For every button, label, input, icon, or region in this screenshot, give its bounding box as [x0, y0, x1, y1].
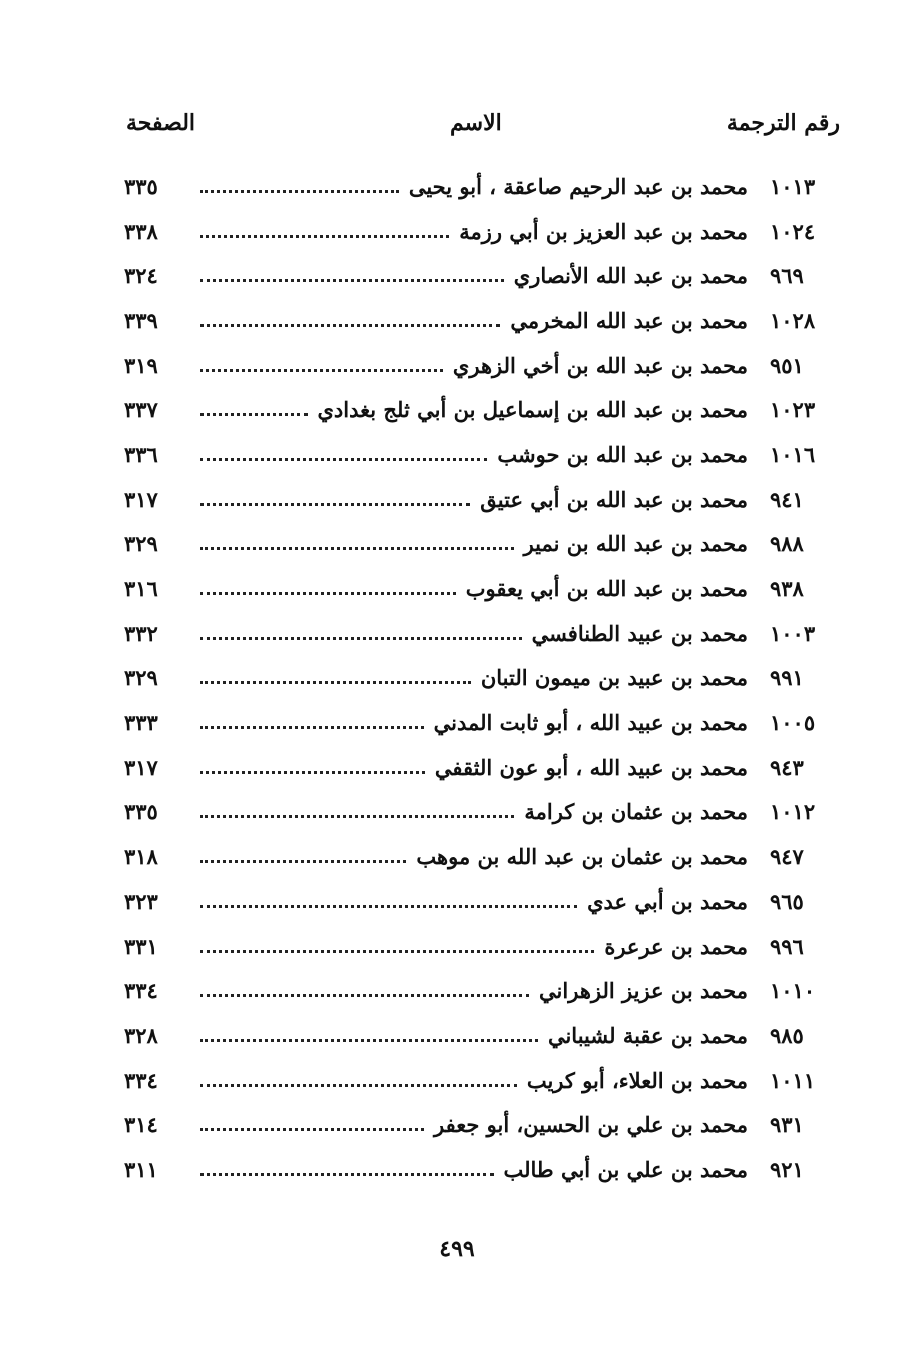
entry-number: ١٠٠٥	[770, 710, 816, 736]
dot-leader	[200, 547, 514, 550]
index-row	[120, 164, 840, 209]
index-row	[120, 1058, 840, 1103]
page-number: ٤٩٩	[439, 1236, 475, 1262]
dot-leader	[200, 279, 504, 282]
entry-name: محمد بن عبد الرحيم صاعقة ، أبو يحيى	[408, 173, 748, 199]
entry-name: محمد بن عرعرة	[604, 933, 748, 959]
entry-page: ٣٢٣	[124, 888, 158, 914]
dot-leader	[200, 369, 443, 372]
index-row	[120, 522, 840, 567]
entry-number: ٩٤٧	[770, 844, 804, 870]
dot-leader	[200, 771, 425, 774]
entry-number: ٩٩١	[770, 665, 804, 691]
header-name-label: الاسم	[450, 110, 502, 136]
entry-page: ٣١١	[124, 1156, 158, 1182]
dot-leader	[200, 324, 500, 327]
entry-number: ٩٨٨	[770, 531, 804, 557]
index-list	[120, 164, 840, 1192]
entry-page: ٣٢٩	[124, 531, 158, 557]
index-row	[120, 387, 840, 432]
entry-page: ٣٣٥	[124, 799, 158, 825]
column-header	[120, 110, 840, 150]
entry-number: ٩٩٦	[770, 933, 804, 959]
entry-page: ٣٢٤	[124, 263, 158, 289]
entry-page: ٣٣٩	[124, 307, 158, 333]
entry-page: ٣١٧	[124, 486, 158, 512]
entry-page: ٣١٩	[124, 352, 158, 378]
index-row	[120, 477, 840, 522]
entry-number: ٩٦٩	[770, 263, 804, 289]
entry-page: ٣١٤	[124, 1112, 158, 1138]
entry-page: ٣٣٨	[124, 218, 158, 244]
entry-name: محمد بن عقبة لشيباني	[547, 1022, 748, 1048]
entry-page: ٣١٦	[124, 576, 158, 602]
entry-page: ٣٣٤	[124, 978, 158, 1004]
index-row	[120, 745, 840, 790]
dot-leader	[200, 1084, 517, 1087]
entry-page: ٣٣٤	[124, 1067, 158, 1093]
entry-page: ٣٢٨	[124, 1022, 158, 1048]
entry-number: ١٠١٦	[770, 441, 816, 467]
entry-name: محمد بن عبد الله بن أبي عتيق	[480, 486, 748, 512]
index-row	[120, 790, 840, 835]
entry-page: ٣٢٩	[124, 665, 158, 691]
entry-name: محمد بن عبد العزيز بن أبي رزمة	[459, 218, 748, 244]
entry-page: ٣٣٢	[124, 620, 158, 646]
entry-name: محمد بن عثمان بن عبد الله بن موهب	[416, 844, 748, 870]
entry-name: محمد بن عثمان بن كرامة	[524, 799, 748, 825]
dot-leader	[200, 950, 594, 953]
index-row	[120, 968, 840, 1013]
dot-leader	[200, 637, 522, 640]
entry-page: ٣١٧	[124, 754, 158, 780]
dot-leader	[200, 592, 456, 595]
header-page-label: الصفحة	[126, 110, 196, 136]
entry-number: ١٠٠٣	[770, 620, 816, 646]
dot-leader	[200, 503, 470, 506]
entry-name: محمد بن علي بن أبي طالب	[503, 1156, 748, 1182]
dot-leader	[200, 905, 577, 908]
index-row	[120, 566, 840, 611]
index-row	[120, 834, 840, 879]
entry-number: ١٠٢٣	[770, 397, 816, 423]
entry-number: ١٠٢٨	[770, 307, 816, 333]
entry-name: محمد بن عبيد الله ، أبو ثابت المدني	[433, 710, 748, 736]
entry-number: ٩٥١	[770, 352, 804, 378]
entry-page: ٣٣١	[124, 933, 158, 959]
dot-leader	[200, 1128, 424, 1131]
entry-number: ٩٢١	[770, 1156, 804, 1182]
index-row	[120, 1013, 840, 1058]
dot-leader	[200, 815, 514, 818]
entry-number: ١٠١١	[770, 1067, 816, 1093]
dot-leader	[200, 190, 399, 193]
index-row	[120, 298, 840, 343]
entry-page: ٣٣٧	[124, 397, 158, 423]
entry-name: محمد بن عبيد الطنافسي	[531, 620, 748, 646]
index-row	[120, 656, 840, 701]
entry-name: محمد بن عبد الله بن نمير	[523, 531, 748, 557]
entry-name: محمد بن عبد الله الأنصاري	[513, 263, 748, 289]
dot-leader	[200, 1039, 538, 1042]
entry-number: ٩٣٨	[770, 576, 804, 602]
entry-name: محمد بن عبيد بن ميمون التبان	[480, 665, 748, 691]
dot-leader	[200, 994, 529, 997]
dot-leader	[200, 458, 487, 461]
entry-name: محمد بن عبد الله المخرمي	[510, 307, 748, 333]
dot-leader	[200, 681, 471, 684]
entry-page: ٣١٨	[124, 844, 158, 870]
entry-name: محمد بن أبي عدي	[587, 888, 748, 914]
dot-leader	[200, 413, 308, 416]
index-row	[120, 209, 840, 254]
entry-name: محمد بن عزيز الزهراني	[539, 978, 748, 1004]
header-number-label: رقم الترجمة	[726, 110, 840, 136]
entry-page: ٣٣٥	[124, 173, 158, 199]
dot-leader	[200, 726, 424, 729]
index-row	[120, 432, 840, 477]
entry-name: محمد بن عبد الله بن إسماعيل بن أبي ثلج بغدادي	[317, 397, 748, 423]
entry-name: محمد بن علي بن الحسين، أبو جعفر	[434, 1112, 748, 1138]
index-row	[120, 343, 840, 388]
index-row	[120, 611, 840, 656]
dot-leader	[200, 860, 406, 863]
entry-name: محمد بن عبد الله بن حوشب	[497, 441, 748, 467]
dot-leader	[200, 1173, 494, 1176]
entry-number: ٩٤٣	[770, 754, 804, 780]
entry-name: محمد بن العلاء، أبو كريب	[526, 1067, 748, 1093]
entry-number: ١٠١٣	[770, 173, 816, 199]
entry-number: ٩٨٥	[770, 1022, 804, 1048]
entry-number: ١٠٢٤	[770, 218, 816, 244]
entry-page: ٣٣٣	[124, 710, 158, 736]
entry-name: محمد بن عبيد الله ، أبو عون الثقفي	[434, 754, 748, 780]
index-row	[120, 1147, 840, 1192]
entry-number: ٩٤١	[770, 486, 804, 512]
index-row	[120, 879, 840, 924]
index-row	[120, 700, 840, 745]
entry-number: ١٠١٢	[770, 799, 816, 825]
entry-number: ١٠١٠	[770, 978, 816, 1004]
index-row	[120, 1102, 840, 1147]
entry-number: ٩٦٥	[770, 888, 804, 914]
entry-name: محمد بن عبد الله بن أخي الزهري	[452, 352, 748, 378]
entry-page: ٣٣٦	[124, 441, 158, 467]
index-row	[120, 924, 840, 969]
entry-name: محمد بن عبد الله بن أبي يعقوب	[465, 576, 748, 602]
index-row	[120, 253, 840, 298]
entry-number: ٩٣١	[770, 1112, 804, 1138]
dot-leader	[200, 235, 449, 238]
